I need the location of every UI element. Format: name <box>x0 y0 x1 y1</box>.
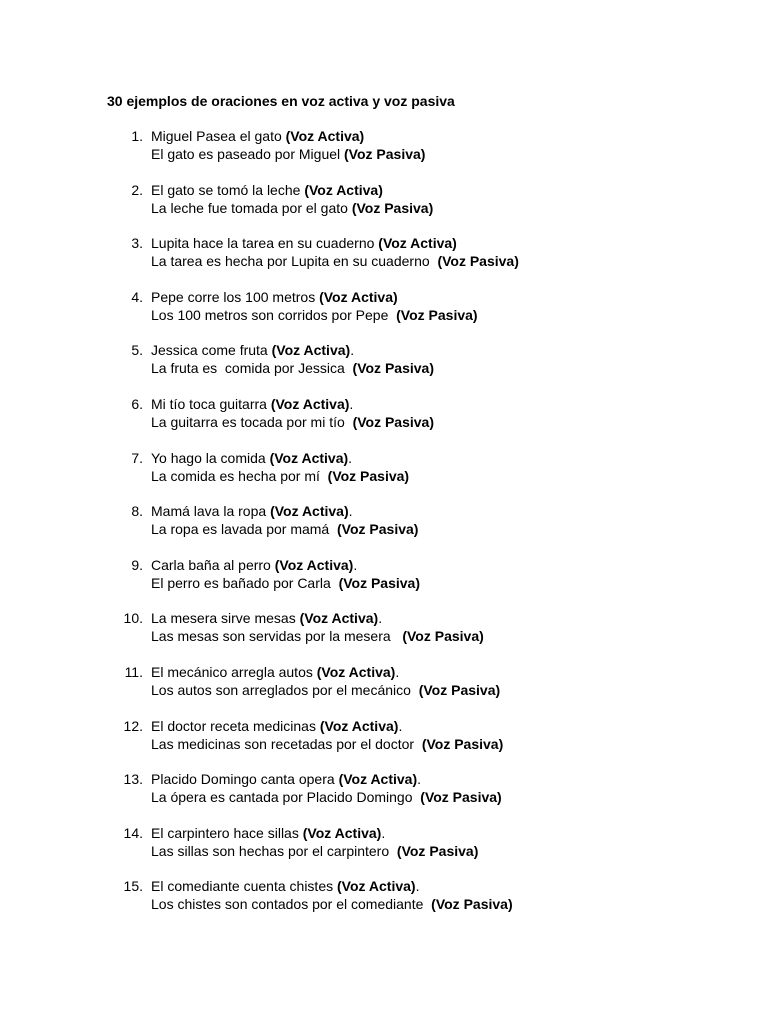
passive-text: La fruta es comida por Jessica <box>151 360 353 377</box>
active-sentence <box>151 234 457 252</box>
passive-label: (Voz Pasiva) <box>352 360 434 377</box>
active-after: . <box>398 717 403 734</box>
active-label: (Voz Activa) <box>304 181 383 198</box>
active-after: . <box>378 610 383 627</box>
active-label: (Voz Activa) <box>378 235 457 252</box>
active-text: Pepe corre los 100 metros <box>151 288 320 305</box>
passive-label: (Voz Pasiva) <box>437 253 519 270</box>
active-text: Yo hago la comida <box>151 449 270 466</box>
list-item <box>0 288 768 342</box>
passive-label: (Voz Pasiva) <box>338 574 420 591</box>
active-sentence <box>151 770 421 788</box>
active-after: . <box>395 663 400 680</box>
item-number: 7. <box>131 449 143 466</box>
active-after: . <box>415 878 420 895</box>
active-label: (Voz Activa) <box>274 556 354 573</box>
passive-text: Las medicinas son recetadas por el doctor <box>151 735 422 752</box>
passive-sentence <box>151 681 500 699</box>
active-sentence <box>151 449 352 467</box>
passive-sentence <box>151 467 409 485</box>
item-number: 8. <box>131 503 143 520</box>
passive-label: (Voz Pasiva) <box>337 521 419 538</box>
item-number: 10. <box>123 610 143 627</box>
passive-sentence <box>151 413 434 431</box>
active-text: Lupita hace la tarea en su cuaderno <box>151 235 379 252</box>
active-label: (Voz Activa) <box>319 288 398 305</box>
active-label: (Voz Activa) <box>338 771 418 788</box>
active-label: (Voz Activa) <box>271 342 351 359</box>
passive-label: (Voz Pasiva) <box>420 789 502 806</box>
active-after: . <box>381 824 386 841</box>
active-sentence <box>151 181 383 199</box>
active-text: El mecánico arregla autos <box>151 663 317 680</box>
active-label: (Voz Activa) <box>270 503 349 520</box>
passive-text: Los 100 metros son corridos por Pepe <box>151 306 397 323</box>
passive-sentence <box>151 359 434 377</box>
passive-label: (Voz Pasiva) <box>351 199 434 216</box>
active-after: . <box>349 395 354 412</box>
list-item <box>0 824 768 878</box>
active-label: (Voz Activa) <box>299 610 379 627</box>
active-text: El comediante cuenta chistes <box>151 878 337 895</box>
list-item <box>0 877 768 931</box>
list-item <box>0 181 768 235</box>
list-item <box>0 449 768 503</box>
active-text: Carla baña al perro <box>151 556 275 573</box>
passive-text: Las sillas son hechas por el carpintero <box>151 842 397 859</box>
passive-text: La guitarra es tocada por mi tío <box>151 413 353 430</box>
item-number: 9. <box>131 556 143 573</box>
passive-text: El gato es paseado por Miguel <box>151 146 345 162</box>
active-sentence <box>151 663 399 681</box>
passive-text: La comida es hecha por mí <box>151 467 328 484</box>
list-item <box>0 609 768 663</box>
item-number: 6. <box>131 395 143 412</box>
passive-label: (Voz Pasiva) <box>421 735 504 752</box>
list-item <box>0 502 768 556</box>
passive-label: (Voz Pasiva) <box>352 413 434 430</box>
examples-list <box>0 127 768 931</box>
passive-label: (Voz Pasiva) <box>431 896 513 913</box>
item-number: 12. <box>123 717 143 734</box>
passive-sentence <box>151 145 425 163</box>
list-item <box>0 770 768 824</box>
passive-sentence <box>151 895 513 913</box>
passive-sentence <box>151 199 433 217</box>
active-label: (Voz Activa) <box>316 663 396 680</box>
passive-label: (Voz Pasiva) <box>327 467 410 484</box>
active-label: (Voz Activa) <box>285 128 365 144</box>
item-number: 14. <box>123 824 143 841</box>
passive-text: La ropa es lavada por mamá <box>151 521 337 538</box>
active-sentence <box>151 395 353 413</box>
document-title: 30 ejemplos de oraciones en voz activa y voz pasiva <box>107 93 455 109</box>
passive-text: Las mesas son servidas por la mesera <box>151 628 403 645</box>
passive-sentence <box>151 520 418 538</box>
active-after: . <box>348 449 353 466</box>
passive-text: La ópera es cantada por Placido Domingo <box>151 789 421 806</box>
active-sentence <box>151 877 419 895</box>
item-number: 1. <box>131 128 143 144</box>
list-item <box>0 663 768 717</box>
passive-sentence <box>151 842 478 860</box>
active-text: La mesera sirve mesas <box>151 610 300 627</box>
active-text: Mamá lava la ropa <box>151 503 271 520</box>
active-label: (Voz Activa) <box>337 878 416 895</box>
active-after: . <box>348 503 353 520</box>
item-number: 3. <box>131 235 143 252</box>
active-label: (Voz Activa) <box>269 449 349 466</box>
active-sentence <box>151 609 382 627</box>
passive-text: El perro es bañado por Carla <box>151 574 339 591</box>
active-text: El carpintero hace sillas <box>151 824 303 841</box>
active-label: (Voz Activa) <box>270 395 350 412</box>
passive-sentence <box>151 574 420 592</box>
item-number: 15. <box>123 878 143 895</box>
item-number: 4. <box>131 288 143 305</box>
passive-label: (Voz Pasiva) <box>396 842 479 859</box>
passive-text: La tarea es hecha por Lupita en su cuaderno <box>151 253 438 270</box>
item-number: 11. <box>124 663 143 680</box>
active-label: (Voz Activa) <box>319 717 399 734</box>
active-label: (Voz Activa) <box>302 824 382 841</box>
list-item <box>0 127 768 181</box>
passive-sentence <box>151 252 519 270</box>
passive-label: (Voz Pasiva) <box>418 681 501 698</box>
active-sentence <box>151 502 353 520</box>
passive-label: (Voz Pasiva) <box>344 146 426 162</box>
active-after: . <box>350 342 355 359</box>
active-text: Miguel Pasea el gato <box>151 128 286 144</box>
active-sentence <box>151 556 357 574</box>
passive-sentence <box>151 735 503 753</box>
active-text: El doctor receta medicinas <box>151 717 320 734</box>
passive-text: La leche fue tomada por el gato <box>151 199 352 216</box>
active-sentence <box>151 341 354 359</box>
active-sentence <box>151 127 364 145</box>
passive-text: Los autos son arreglados por el mecánico <box>151 681 419 698</box>
active-text: Placido Domingo canta opera <box>151 771 339 788</box>
passive-label: (Voz Pasiva) <box>402 628 484 645</box>
passive-sentence <box>151 306 478 324</box>
passive-text: Los chistes son contados por el comediante <box>151 896 432 913</box>
item-number: 5. <box>131 342 143 359</box>
passive-sentence <box>151 788 502 806</box>
active-text: Jessica come fruta <box>151 342 272 359</box>
passive-label: (Voz Pasiva) <box>396 306 478 323</box>
list-item <box>0 395 768 449</box>
active-after: . <box>353 556 358 573</box>
active-text: El gato se tomó la leche <box>151 181 305 198</box>
active-text: Mi tío toca guitarra <box>151 395 271 412</box>
list-item <box>0 556 768 610</box>
active-sentence <box>151 288 398 306</box>
list-item <box>0 341 768 395</box>
item-number: 13. <box>123 771 143 788</box>
list-item <box>0 234 768 288</box>
passive-sentence <box>151 627 484 645</box>
active-sentence <box>151 717 402 735</box>
active-sentence <box>151 824 385 842</box>
item-number: 2. <box>131 181 143 198</box>
active-after: . <box>417 771 422 788</box>
list-item <box>0 717 768 771</box>
